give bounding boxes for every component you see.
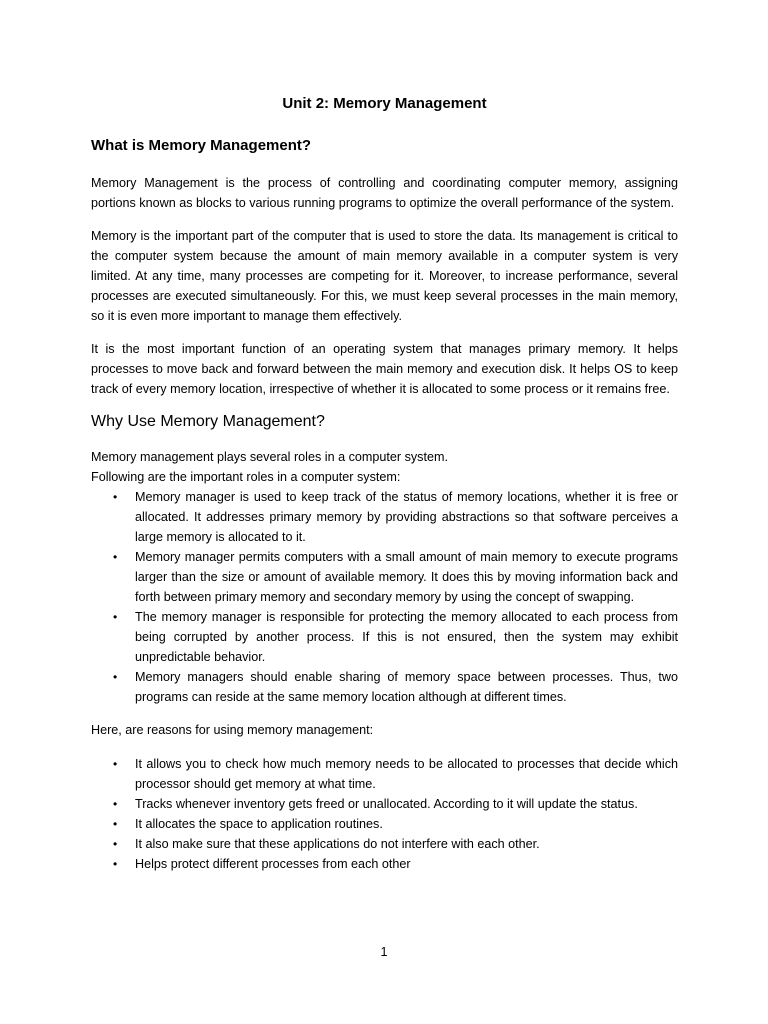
list-item	[91, 547, 678, 607]
bullet-icon: •	[113, 797, 118, 811]
list-item	[91, 487, 678, 547]
bullet-icon: •	[113, 837, 118, 851]
list-item-text: Tracks whenever inventory gets freed or unallocated. According to it will update the status.	[135, 797, 638, 811]
list-item-text: Helps protect different processes from each other	[135, 857, 411, 871]
list-item	[91, 814, 678, 834]
paragraph-os-function: It is the most important function of an operating system that manages primary memory. It helps processes to move back and forward between the main memory and execution disk. It helps OS to keep track of every memory location, irrespective of whether it is allocated to some process or it remains free.	[91, 342, 678, 396]
roles-intro-line-1: Memory management plays several roles in a computer system.	[91, 450, 448, 464]
list-item-text: It also make sure that these applications do not interfere with each other.	[135, 837, 540, 851]
section-heading-what-is: What is Memory Management?	[91, 137, 312, 154]
page-number: 1	[380, 945, 388, 959]
list-item-text: Memory managers should enable sharing of memory space between processes. Thus, two programs can reside at the same memory location although at different times.	[135, 670, 678, 704]
list-item	[91, 754, 678, 794]
bullet-icon: •	[113, 550, 118, 564]
roles-intro-line-2: Following are the important roles in a computer system:	[91, 470, 401, 484]
list-item-text: It allocates the space to application routines.	[135, 817, 383, 831]
bullet-icon: •	[113, 857, 118, 871]
list-item	[91, 794, 678, 814]
document-title: Unit 2: Memory Management	[282, 95, 487, 112]
paragraph-importance: Memory is the important part of the computer that is used to store the data. Its management is critical to the computer system because the amount of main memory available in a computer system is very limited. At any time, many processes are competing for it. Moreover, to increase performance, several processes are executed simultaneously. For this, we must keep several processes in the main memory, so it is even more important to manage them effectively.	[91, 229, 678, 323]
roles-list	[91, 487, 678, 707]
list-item	[91, 854, 678, 874]
paragraph-definition: Memory Management is the process of controlling and coordinating computer memory, assigning portions known as blocks to various running programs to optimize the overall performance of the system.	[91, 176, 678, 210]
list-item-text: It allows you to check how much memory needs to be allocated to processes that decide which processor should get memory at what time.	[135, 757, 678, 791]
bullet-icon: •	[113, 817, 118, 831]
page-content	[91, 94, 678, 887]
bullet-icon: •	[113, 490, 118, 504]
list-item	[91, 834, 678, 854]
list-item-text: The memory manager is responsible for protecting the memory allocated to each process from being corrupted by another process. If this is not ensured, then the system may exhibit unpredictable behavior.	[135, 610, 678, 664]
bullet-icon: •	[113, 757, 118, 771]
list-item-text: Memory manager is used to keep track of the status of memory locations, whether it is free or allocated. It addresses primary memory by providing abstractions so that software perceives a large memory is allocated to it.	[135, 490, 678, 544]
reasons-intro: Here, are reasons for using memory management:	[91, 723, 374, 737]
list-item-text: Memory manager permits computers with a small amount of main memory to execute programs larger than the size or amount of available memory. It does this by moving information back and forth between primary memory and secondary memory by using the concept of swapping.	[135, 550, 678, 604]
reasons-list	[91, 754, 678, 874]
bullet-icon: •	[113, 670, 118, 684]
list-item	[91, 607, 678, 667]
list-item	[91, 667, 678, 707]
bullet-icon: •	[113, 610, 118, 624]
section-heading-why-use: Why Use Memory Management?	[91, 413, 325, 430]
